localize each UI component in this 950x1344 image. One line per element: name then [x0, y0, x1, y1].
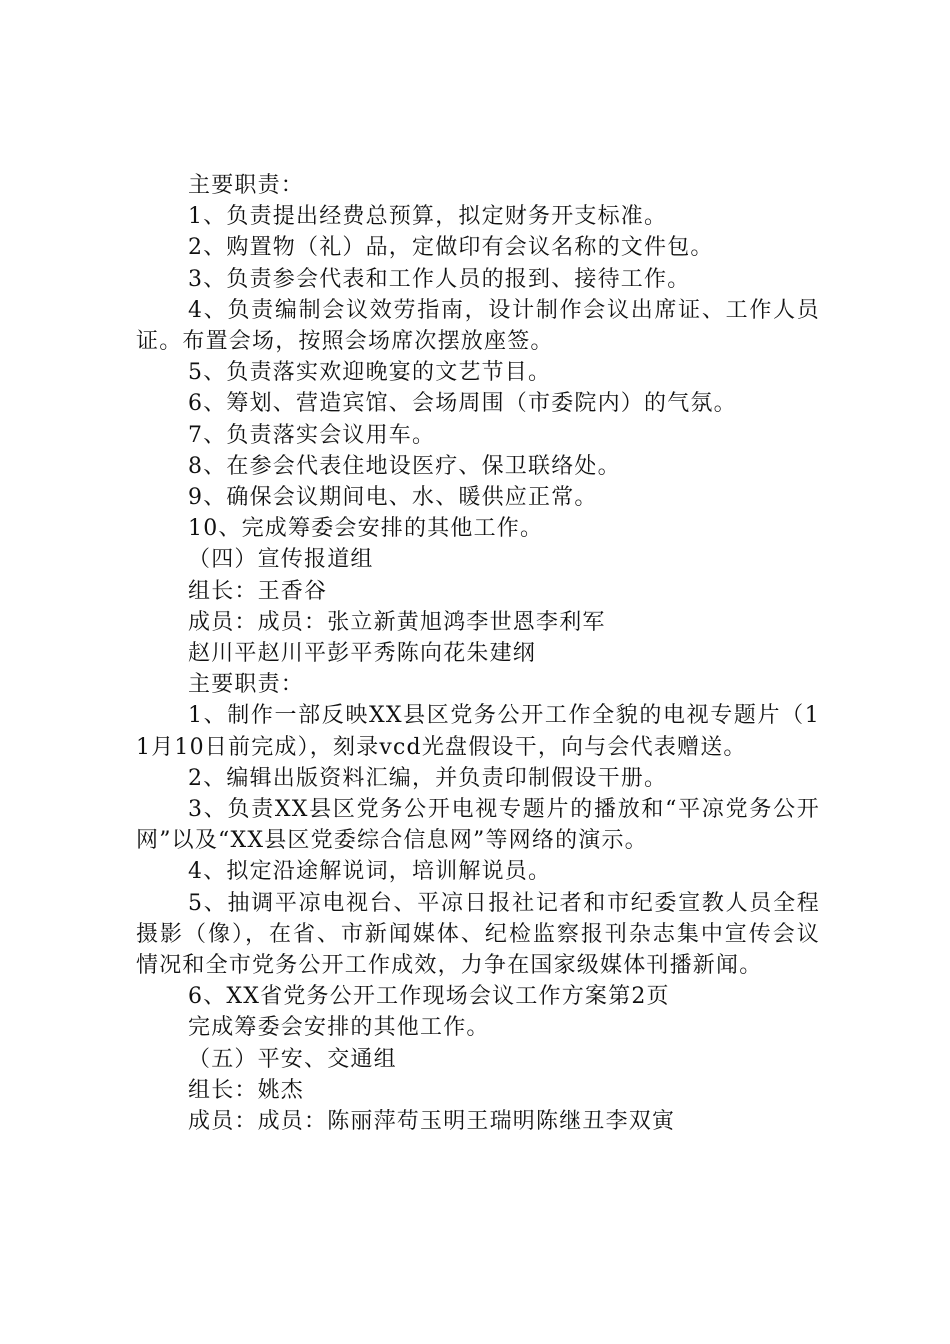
paragraph: 2、编辑出版资料汇编，并负责印制假设干册。	[188, 765, 668, 791]
group-members: 赵川平赵川平彭平秀陈向花朱建纲	[188, 641, 537, 667]
paragraph: 10、完成筹委会安排的其他工作。	[188, 516, 544, 542]
group-leader: 组长：姚杰	[188, 1077, 305, 1103]
paragraph: 2、购置物（礼）品，定做印有会议名称的文件包。	[188, 235, 714, 261]
paragraph: 1、负责提出经费总预算，拟定财务开支标准。	[188, 204, 668, 230]
group-members: 成员：成员：陈丽萍苟玉明王瑞明陈继丑李双寅	[188, 1109, 676, 1135]
section-heading: （五）平安、交通组	[188, 1046, 397, 1072]
paragraph: 9、确保会议期间电、水、暖供应正常。	[188, 485, 598, 511]
paragraph: 5、抽调平凉电视台、平凉日报社记者和市纪委宣教人员全程摄影（像），在省、市新闻媒体、纪检监察报刊杂志集中宣传会议情况和全市党务公开工作成效，力争在国家级媒体刊播新闻。	[136, 890, 820, 979]
paragraph: 8、在参会代表住地设医疗、保卫联络处。	[188, 453, 621, 479]
paragraph: 4、负责编制会议效劳指南，设计制作会议出席证、工作人员证。布置会场，按照会场席次摆放座签。	[136, 297, 820, 355]
group-members: 成员：成员：张立新黄旭鸿李世恩李利军	[188, 609, 606, 635]
group-leader: 组长：王香谷	[188, 578, 328, 604]
paragraph: 3、负责参会代表和工作人员的报到、接待工作。	[188, 266, 691, 292]
paragraph: 3、负责XX县区党务公开电视专题片的播放和“平凉党务公开网”以及“XX县区党委综合信息网”等网络的演示。	[136, 797, 820, 854]
paragraph: 6、筹划、营造宾馆、会场周围（市委院内）的气氛。	[188, 391, 737, 417]
paragraph: 7、负责落实会议用车。	[188, 422, 436, 448]
paragraph: 4、拟定沿途解说词，培训解说员。	[188, 859, 552, 885]
paragraph: 1、制作一部反映XX县区党务公开工作全貌的电视专题片（11月10日前完成），刻录vcd光盘假设干，向与会代表赠送。	[136, 703, 820, 760]
document-body	[136, 170, 820, 1137]
paragraph: 6、XX省党务公开工作现场会议工作方案第2页	[188, 984, 670, 1010]
paragraph: 完成筹委会安排的其他工作。	[188, 1015, 490, 1041]
paragraph: 5、负责落实欢迎晚宴的文艺节目。	[188, 360, 552, 386]
responsibilities-heading: 主要职责：	[188, 173, 305, 198]
section-heading: （四）宣传报道组	[188, 547, 374, 573]
responsibilities-heading: 主要职责：	[188, 672, 305, 698]
